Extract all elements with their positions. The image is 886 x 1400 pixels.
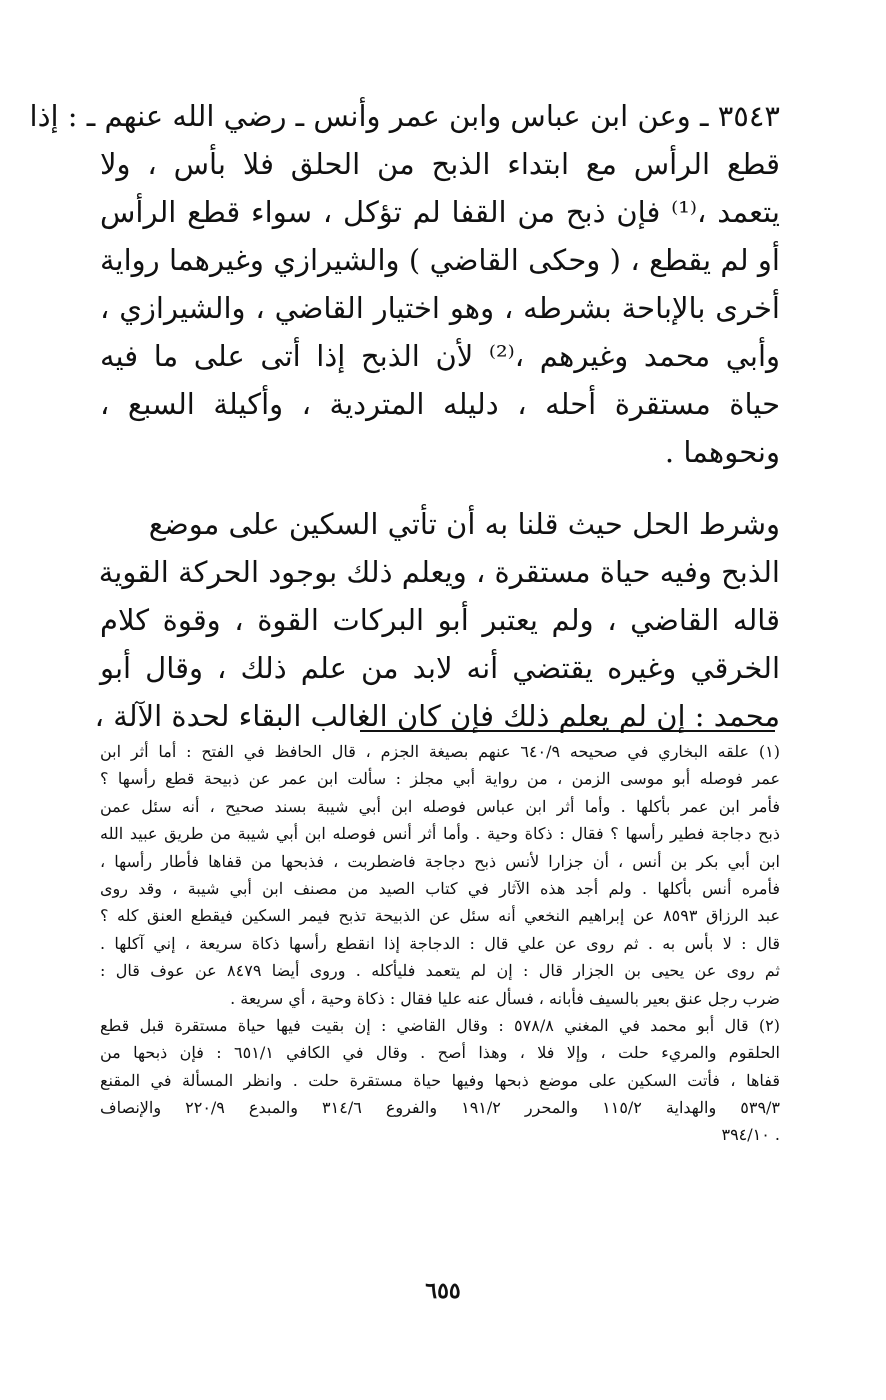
footnote-line: عمر فوصله أبو موسى الزمن ، من رواية أبي مجلز : سألت ابن عمر عن ذبيحة قطع رأسها ؟ [100, 769, 780, 789]
footnote-line: ذبح دجاجة فطير رأسها ؟ فقال : ذكاة وحية . وأما أثر أنس فوصله ابن أبي شيبة من طريق عبيد الله [100, 824, 780, 844]
footnote-line: ٥٣٩/٣ والهداية ١١٥/٢ والمحرر ١٩١/٢ والفروع ٣١٤/٦ والمبدع ٢٢٠/٩ والإنصاف [100, 1098, 781, 1118]
footnote-line: (٢) قال أبو محمد في المغني ٥٧٨/٨ : وقال القاضي : إن بقيت فيها حياة مستقرة قبل قطع [100, 1015, 781, 1035]
footnote-1 [100, 738, 780, 1012]
main-text [29, 92, 781, 740]
footnote-2 [100, 1012, 780, 1149]
footnote-line: قفاها ، فأتت السكين على موضع ذبحها وفيها حياة مستقرة حلت . وانظر المسألة في المقنع [100, 1070, 780, 1090]
footnote-line: ابن أبي بكر بن أنس ، أن جزارا لأنس ذبح دجاجة فاضطربت ، فذبحها من قفاها فأطار رأسها ، [100, 851, 780, 871]
text-line: وأبي محمد وغيرهم ،⁽²⁾ لأن الذبح إذا أتى على ما فيه [100, 339, 781, 373]
footnote-separator [360, 730, 775, 732]
paragraph-2 [94, 500, 780, 740]
footnote-line: ضرب رجل عنق بعير بالسيف فأبانه ، فسأل عنه عليا فقال : ذكاة وحية ، أي سريعة . [230, 988, 780, 1008]
text-line: أو لم يقطع ، ( وحكى القاضي ) والشيرازي وغيرهما رواية [100, 243, 780, 277]
footnote-line: ثم روى عن يحيى بن الجزار قال : إن لم يتعمد فليأكله . وروى أيضا ٨٤٧٩ عن عوف قال : [100, 961, 780, 981]
text-line: ٣٥٤٣ ـ وعن ابن عباس وابن عمر وأنس ـ رضي الله عنهم ـ : إذا [29, 99, 780, 133]
text-line: وشرط الحل حيث قلنا به أن تأتي السكين على موضع [148, 507, 780, 541]
footnote-line: فأمر ابن عمر بأكلها . وأما أثر ابن عباس فوصله ابن أبي شيبة بسند صحيح ، أنه سئل عمن [100, 796, 780, 816]
footnote-line: الحلقوم والمريء حلت ، وإلا فلا ، وهذا أصح . وقال في الكافي ٦٥١/١ : فإن ذبحها من [100, 1043, 781, 1063]
text-line: يتعمد ،⁽¹⁾ فإن ذبح من القفا لم تؤكل ، سواء قطع الرأس [100, 195, 780, 229]
text-line: قاله القاضي ، ولم يعتبر أبو البركات القوة ، وقوة كلام [100, 603, 780, 637]
footnote-line: (١) علقه البخاري في صحيحه ٦٤٠/٩ عنهم بصيغة الجزم ، قال الحافظ في الفتح : أما أثر ابن [100, 742, 781, 761]
text-line: محمد : إن لم يعلم ذلك فإن كان الغالب البقاء لحدة الآلة ، [94, 699, 780, 733]
text-line: حياة مستقرة أحله ، دليله المتردية ، وأكيلة السبع ، [100, 387, 780, 421]
footnote-line: . ٣٩٤/١٠ [721, 1125, 780, 1145]
paragraph-1 [29, 92, 781, 476]
footnote-line: قال : لا بأس به . ثم روى عن علي قال : الدجاجة إذا انقطع رأسها ذكاة سريعة ، إني آكلها . [100, 933, 780, 953]
text-line: قطع الرأس مع ابتداء الذبح من الحلق فلا بأس ، ولا [100, 147, 780, 181]
text-line: الذبح وفيه حياة مستقرة ، ويعلم ذلك بوجود الحركة القوية [98, 555, 780, 589]
text-line: ونحوهما . [664, 435, 780, 469]
footnote-line: فأمره أنس بأكلها . ولم أجد هذه الآثار في كتاب الصيد من مصنف ابن أبي شيبة ، وقد روى [100, 878, 780, 898]
footnote-line: عبد الرزاق ٨٥٩٣ عن إبراهيم النخعي أنه سئل عن الذبيحة تذبح فيمر السكين فيقطع العنق كله ؟ [100, 906, 780, 926]
text-line: الخرقي وغيره يقتضي أنه لابد من علم ذلك ، وقال أبو [100, 651, 780, 685]
text-line: أخرى بالإباحة بشرطه ، وهو اختيار القاضي ، والشيرازي ، [100, 291, 780, 325]
footnotes [100, 738, 780, 1149]
page-number: ٦٥٥ [425, 1278, 461, 1304]
